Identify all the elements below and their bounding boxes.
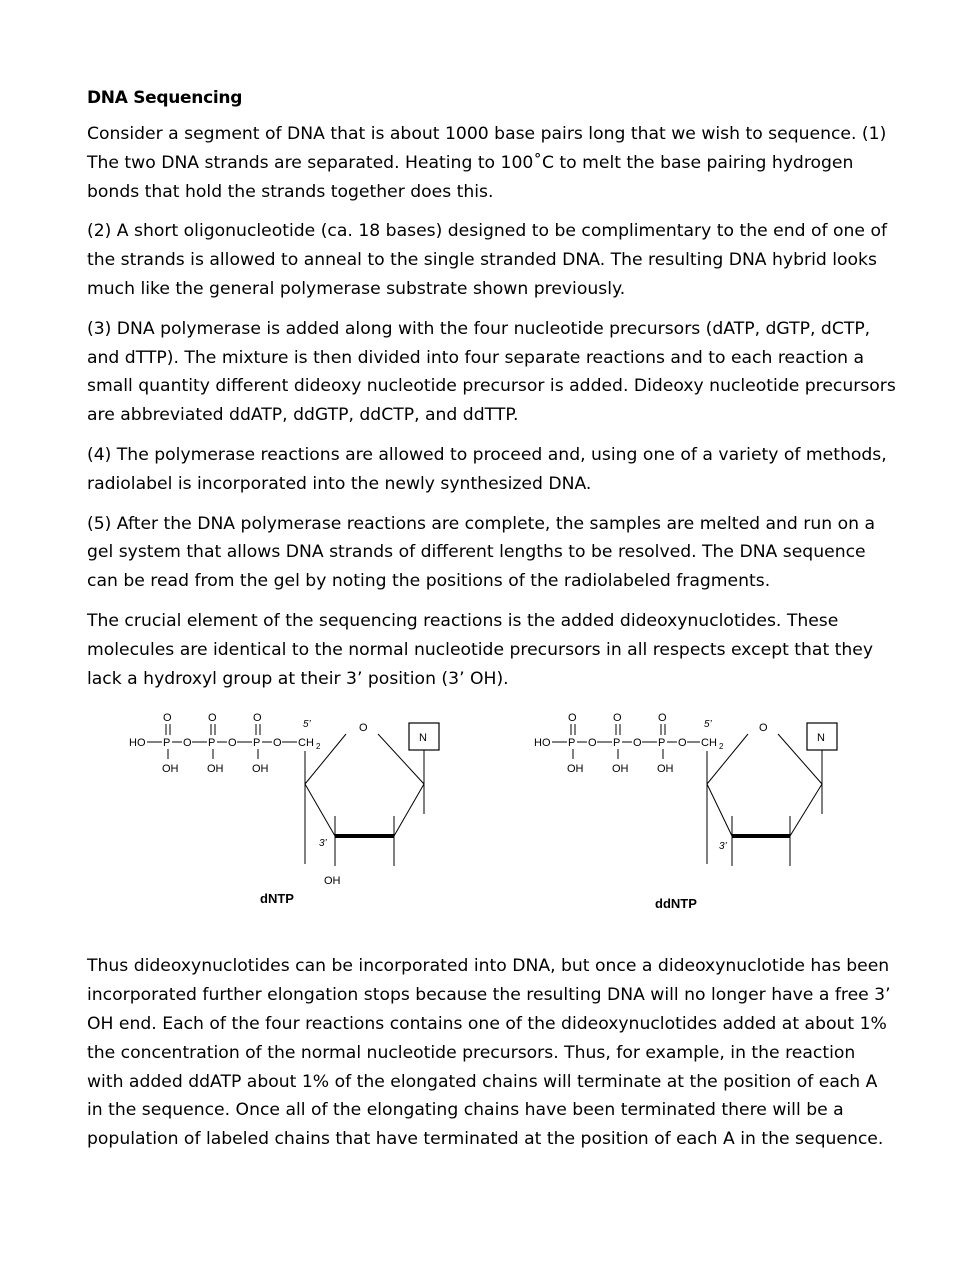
dntp-caption: dNTP <box>260 891 294 907</box>
ddntp-o3-label: O <box>658 712 667 725</box>
dntp-o-bridge3: O <box>273 737 282 750</box>
structures-svg <box>87 704 897 940</box>
ddntp-ring-o-label: O <box>759 722 768 735</box>
ddntp-ch2-label: CH <box>701 737 717 750</box>
dntp-o2-label: O <box>208 712 217 725</box>
ddntp-ch2-sub: 2 <box>719 742 724 752</box>
dntp-ring-o-label: O <box>359 722 368 735</box>
dntp-oh2-label: OH <box>207 763 224 776</box>
paragraph-step-5: (5) After the DNA polymerase reactions are complete, the samples are melted and run on a gel system that allows DNA strands of different lengths to be resolved. The DNA sequence can be read from the gel by noting the positions of the radiolabeled fragments. <box>87 513 875 592</box>
document-page <box>87 88 897 1165</box>
document-title: DNA Sequencing <box>87 88 243 108</box>
ddntp-o2-label: O <box>613 712 622 725</box>
dntp-o-bridge1: O <box>183 737 192 750</box>
dntp-3prime-oh-label: OH <box>324 875 341 888</box>
paragraph-step-4: (4) The polymerase reactions are allowed to proceed and, using one of a variety of methods, radiolabel is incorporated into the newly synthesized DNA. <box>87 444 887 494</box>
dntp-3prime-label: 3’ <box>319 838 327 850</box>
dntp-ch2-sub: 2 <box>316 742 321 752</box>
ddntp-oh3-label: OH <box>657 763 674 776</box>
paragraph-closing: Thus dideoxynuclotides can be incorporated into DNA, but once a dideoxynuclotide has been incorporated further elongation stops because the resulting DNA will no longer have a free 3’ OH end. Each of the four reactions contains one of the dideoxynuclotides added at about 1% the concentration of the normal nucleotide precursors. Thus, for example, in the reaction with added ddATP about 1% of the elongated chains will terminate at the position of each A in the sequence. Once all of the elongating chains have been terminated there will be a population of labeled chains that have terminated at the position of each A in the sequence. <box>87 956 891 1150</box>
ddntp-oh1-label: OH <box>567 763 584 776</box>
ddntp-o-bridge3: O <box>678 737 687 750</box>
ddntp-ho-label: HO <box>534 737 551 750</box>
ddntp-base-label: N <box>817 732 825 745</box>
ddntp-o1-label: O <box>568 712 577 725</box>
dntp-structure <box>129 712 439 906</box>
paragraph-dideoxy-explanation: The crucial element of the sequencing reactions is the added dideoxynuclotides. These molecules are identical to the normal nucleotide precursors in all respects except that they lack a hydroxyl group at their 3’ position (3’ OH). <box>87 610 874 689</box>
paragraph-step-3: (3) DNA polymerase is added along with the four nucleotide precursors (dATP, dGTP, dCTP, and dTTP). The mixture is then divided into four separate reactions and to each reaction a small quantity different dideoxy nucleotide precursor is added. Dideoxy nucleotide precursors are abbreviated ddATP, ddGTP, ddCTP, and ddTTP. <box>87 318 896 426</box>
ddntp-o-bridge2: O <box>633 737 642 750</box>
ddntp-caption: ddNTP <box>655 896 697 912</box>
dntp-o1-label: O <box>163 712 172 725</box>
paragraph-step-2: (2) A short oligonucleotide (ca. 18 bases) designed to be complimentary to the end of one of the strands is allowed to anneal to the single stranded DNA. The resulting DNA hybrid looks much like the general polymerase substrate shown previously. <box>87 221 888 299</box>
paragraph-intro-step-1: Consider a segment of DNA that is about 1000 base pairs long that we wish to sequence. (1) The two DNA strands are separated. Heating to 100˚C to melt the base pairing hydrogen bonds that hold the strands together does this. <box>87 124 887 202</box>
dntp-oh1-label: OH <box>162 763 179 776</box>
ddntp-p1-label: P <box>568 737 576 750</box>
dntp-5prime-label: 5’ <box>303 719 311 731</box>
dntp-base-label: N <box>419 732 427 745</box>
dntp-ch2-label: CH <box>298 737 314 750</box>
dntp-p1-label: P <box>163 737 171 750</box>
ddntp-p2-label: P <box>613 737 621 750</box>
ddntp-5prime-label: 5’ <box>704 719 712 731</box>
dntp-o3-label: O <box>253 712 262 725</box>
dntp-p2-label: P <box>208 737 216 750</box>
dntp-p3-label: P <box>253 737 261 750</box>
ddntp-oh2-label: OH <box>612 763 629 776</box>
dntp-o-bridge2: O <box>228 737 237 750</box>
ddntp-structure <box>534 712 837 911</box>
dntp-oh3-label: OH <box>252 763 269 776</box>
ddntp-o-bridge1: O <box>588 737 597 750</box>
ddntp-3prime-label: 3’ <box>719 841 727 853</box>
dntp-ho-label: HO <box>129 737 146 750</box>
ddntp-p3-label: P <box>658 737 666 750</box>
nucleotide-structures-figure <box>87 704 897 940</box>
